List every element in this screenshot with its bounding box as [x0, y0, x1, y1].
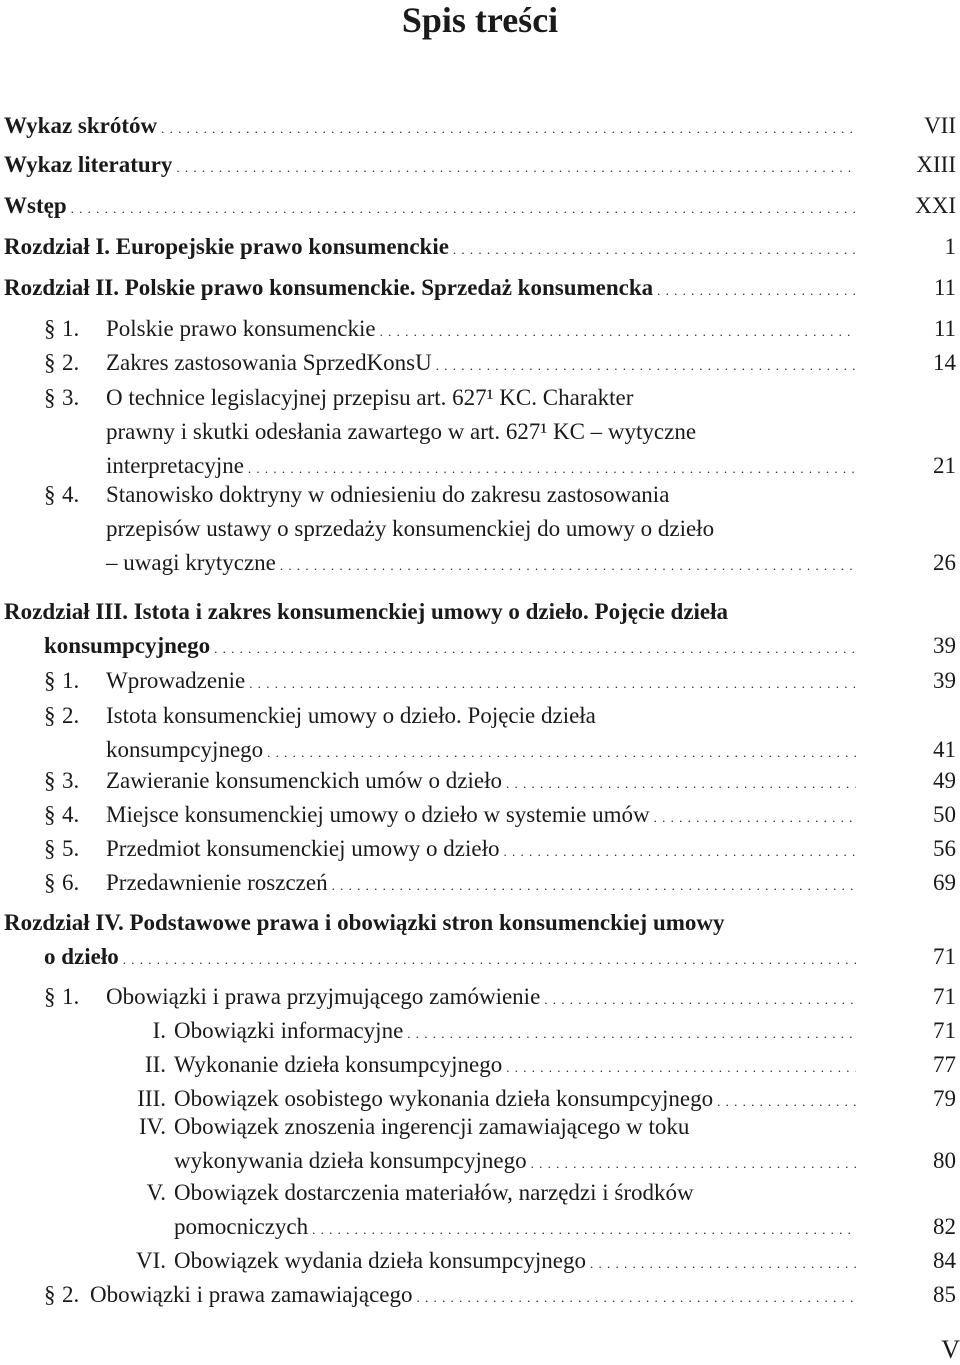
- toc-entry[interactable]: [0, 1050, 960, 1084]
- toc-entry[interactable]: [0, 1016, 960, 1050]
- entry-title: Przedmiot konsumenckiej umowy o dzieło: [106, 836, 500, 861]
- page-folio: V: [941, 1335, 960, 1364]
- page-number: 14: [933, 350, 956, 375]
- leader-dots: [544, 982, 856, 1015]
- toc-entry[interactable]: [0, 597, 960, 665]
- leader-dots: [531, 1146, 856, 1179]
- page-number: 39: [933, 668, 956, 693]
- entry-title: Obowiązki i prawa zamawiającego: [90, 1282, 413, 1307]
- section-number: 2.: [62, 1282, 80, 1307]
- leader-dots: [332, 868, 856, 901]
- toc-entry[interactable]: [0, 1112, 960, 1180]
- page-number: 84: [933, 1248, 956, 1273]
- entry-title: Rozdział I. Europejskie prawo konsumenckie: [4, 234, 449, 259]
- toc-entry[interactable]: [0, 766, 960, 800]
- leader-dots: [214, 631, 856, 664]
- leader-dots: [380, 314, 856, 347]
- leader-dots: [407, 1016, 856, 1049]
- toc-entry[interactable]: [0, 1280, 960, 1314]
- page-number: 71: [933, 944, 956, 969]
- entry-title-line: Stanowisko doktryny w odniesieniu do zakresu zastosowania: [106, 482, 670, 507]
- toc-entry[interactable]: [0, 1246, 960, 1280]
- leader-dots: [312, 1212, 856, 1245]
- entry-title-line: przepisów ustawy o sprzedaży konsumenckiej do umowy o dzieło: [106, 516, 715, 541]
- section-number: 2.: [62, 703, 80, 728]
- toc-entry[interactable]: [0, 480, 960, 582]
- entry-title: Obowiązki i prawa przyjmującego zamówienie: [106, 984, 541, 1009]
- entry-title: – uwagi krytyczne: [106, 550, 276, 575]
- section-sign: §: [44, 768, 56, 793]
- entry-title: Obowiązki informacyjne: [174, 1018, 404, 1043]
- subsection-number: V.: [146, 1180, 166, 1205]
- section-sign: §: [44, 984, 56, 1009]
- leader-dots: [71, 191, 856, 224]
- entry-title: Polskie prawo konsumenckie: [106, 316, 376, 341]
- toc-entry[interactable]: [0, 383, 960, 485]
- toc-entry[interactable]: [0, 314, 960, 348]
- toc-entry[interactable]: [0, 1178, 960, 1246]
- entry-title: Zakres zastosowania SprzedKonsU: [106, 350, 432, 375]
- leader-dots: [590, 1246, 856, 1279]
- toc-entry[interactable]: [0, 834, 960, 868]
- page-number: VII: [924, 113, 956, 138]
- section-number: 1.: [62, 668, 80, 693]
- toc-entry[interactable]: [0, 908, 960, 976]
- section-sign: §: [44, 870, 56, 895]
- section-sign: §: [44, 703, 56, 728]
- entry-title: Rozdział II. Polskie prawo konsumenckie. Sprzedaż konsumencka: [4, 275, 654, 300]
- leader-dots: [161, 111, 856, 144]
- page-number: 82: [933, 1214, 956, 1239]
- section-number: 3.: [62, 385, 80, 410]
- toc-entry[interactable]: [0, 982, 960, 1016]
- section-number: 6.: [62, 870, 80, 895]
- entry-title-line: prawny i skutki odesłania zawartego w art. 627¹ KC – wytyczne: [106, 419, 697, 444]
- page-number: 11: [933, 316, 956, 341]
- section-number: 5.: [62, 836, 80, 861]
- page-number: 71: [933, 1018, 956, 1043]
- leader-dots: [654, 800, 856, 833]
- entry-title: o dzieło: [44, 944, 119, 969]
- leader-dots: [503, 834, 856, 867]
- toc-entry[interactable]: [0, 868, 960, 902]
- subsection-number: I.: [152, 1018, 166, 1043]
- section-number: 1.: [62, 984, 80, 1009]
- subsection-number: VI.: [135, 1248, 166, 1273]
- leader-dots: [506, 1050, 856, 1083]
- entry-title: konsumpcyjnego: [106, 737, 264, 762]
- entry-title: Wstęp: [4, 193, 67, 218]
- page-number: XIII: [916, 152, 956, 177]
- entry-title: Wykonanie dzieła konsumpcyjnego: [174, 1052, 503, 1077]
- leader-dots: [280, 548, 856, 581]
- page-number: 26: [933, 550, 956, 575]
- entry-title: pomocniczych: [174, 1214, 309, 1239]
- page-number: 80: [933, 1148, 956, 1173]
- entry-title: wykonywania dzieła konsumpcyjnego: [174, 1148, 527, 1173]
- entry-title: Obowiązek osobistego wykonania dzieła konsumpcyjnego: [174, 1086, 714, 1111]
- entry-title: Zawieranie konsumenckich umów o dzieło: [106, 768, 502, 793]
- page-number: 21: [933, 453, 956, 478]
- leader-dots: [506, 766, 856, 799]
- section-number: 1.: [62, 316, 80, 341]
- section-sign: §: [44, 1282, 56, 1307]
- section-number: 2.: [62, 350, 80, 375]
- section-number: 4.: [62, 802, 80, 827]
- toc-entry[interactable]: [0, 273, 960, 307]
- entry-title: interpretacyjne: [106, 453, 244, 478]
- entry-title: Przedawnienie roszczeń: [106, 870, 328, 895]
- section-sign: §: [44, 385, 56, 410]
- toc-entry[interactable]: [0, 150, 960, 184]
- leader-dots: [453, 232, 856, 265]
- leader-dots: [416, 1280, 856, 1313]
- toc-entry[interactable]: [0, 701, 960, 769]
- leader-dots: [657, 273, 856, 306]
- page-number: 50: [933, 802, 956, 827]
- entry-title: Wprowadzenie: [106, 668, 246, 693]
- page-number: 11: [933, 275, 956, 300]
- entry-title: konsumpcyjnego: [44, 633, 211, 658]
- page-number: 71: [933, 984, 956, 1009]
- subsection-number: II.: [144, 1052, 166, 1077]
- leader-dots: [123, 942, 856, 975]
- section-sign: §: [44, 836, 56, 861]
- toc-entry[interactable]: [0, 348, 960, 382]
- toc-entry[interactable]: [0, 191, 960, 225]
- toc-entry[interactable]: [0, 111, 960, 145]
- page-number: 85: [933, 1282, 956, 1307]
- toc-entry[interactable]: [0, 800, 960, 834]
- page-number: 41: [933, 737, 956, 762]
- entry-title-line: Rozdział III. Istota i zakres konsumenckiej umowy o dzieło. Pojęcie dzieła: [4, 599, 729, 624]
- leader-dots: [176, 150, 856, 183]
- leader-dots: [267, 735, 856, 768]
- entry-title-line: O technice legislacyjnej przepisu art. 627¹ KC. Charakter: [106, 385, 634, 410]
- entry-title: Wykaz literatury: [4, 152, 173, 177]
- subsection-number: III.: [137, 1086, 166, 1111]
- toc-entry[interactable]: [0, 232, 960, 266]
- entry-title: Miejsce konsumenckiej umowy o dzieło w systemie umów: [106, 802, 650, 827]
- entry-title-line: Obowiązek znoszenia ingerencji zamawiającego w toku: [174, 1114, 690, 1139]
- leader-dots: [249, 666, 856, 699]
- leader-dots: [436, 348, 856, 381]
- section-sign: §: [44, 316, 56, 341]
- page-number: 79: [933, 1086, 956, 1111]
- entry-title-line: Obowiązek dostarczenia materiałów, narzędzi i środków: [174, 1180, 694, 1205]
- section-sign: §: [44, 350, 56, 375]
- section-sign: §: [44, 482, 56, 507]
- subsection-number: IV.: [138, 1114, 166, 1139]
- toc-entry[interactable]: [0, 666, 960, 700]
- section-number: 4.: [62, 482, 80, 507]
- entry-title: Wykaz skrótów: [4, 113, 158, 138]
- entry-title-line: Rozdział IV. Podstawowe prawa i obowiązki stron konsumenckiej umowy: [4, 910, 725, 935]
- page-number: 39: [933, 633, 956, 658]
- page-number: 69: [933, 870, 956, 895]
- page-number: XXI: [915, 193, 956, 218]
- section-sign: §: [44, 668, 56, 693]
- section-sign: §: [44, 802, 56, 827]
- entry-title: Obowiązek wydania dzieła konsumpcyjnego: [174, 1248, 586, 1273]
- page-number: 56: [933, 836, 956, 861]
- page-number: 49: [933, 768, 956, 793]
- page-number: 77: [933, 1052, 956, 1077]
- page-title: Spis treści: [401, 0, 559, 40]
- entry-title-line: Istota konsumenckiej umowy o dzieło. Pojęcie dzieła: [106, 703, 596, 728]
- page-number: 1: [944, 234, 956, 259]
- section-number: 3.: [62, 768, 80, 793]
